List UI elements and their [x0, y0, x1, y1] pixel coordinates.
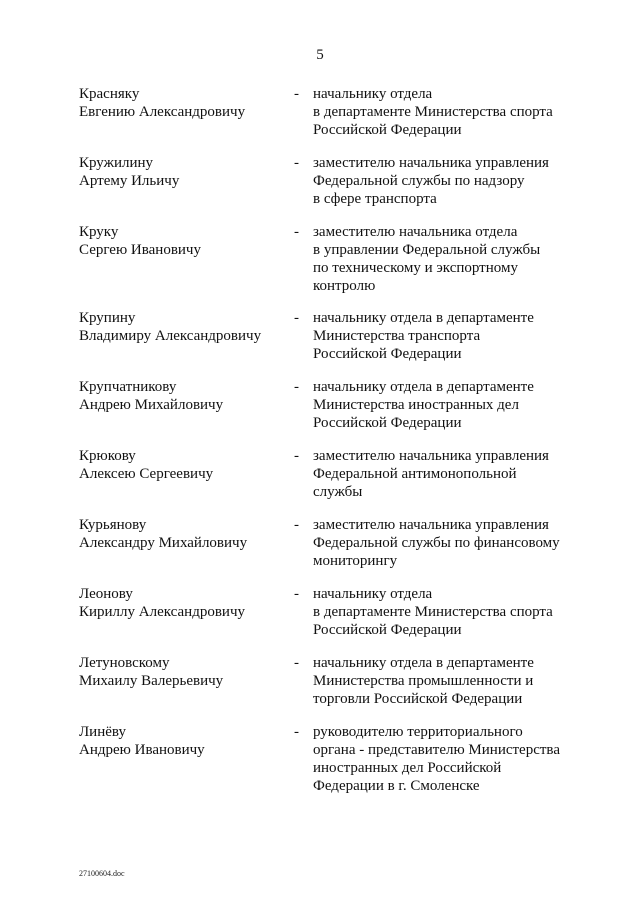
- position-line: по техническому и экспортному: [313, 260, 518, 276]
- surname: Линёву: [79, 724, 126, 740]
- position-description: [313, 654, 613, 708]
- given-names: Александру Михайловичу: [79, 535, 248, 551]
- given-names: Евгению Александровичу: [79, 104, 246, 120]
- position-line: торговли Российской Федерации: [313, 691, 523, 707]
- list-item: [0, 447, 640, 516]
- dash-separator: -: [294, 310, 299, 326]
- list-item: [0, 654, 640, 723]
- surname: Кружилину: [79, 155, 154, 171]
- position-line: Российской Федерации: [313, 415, 462, 431]
- dash-separator: -: [294, 155, 299, 171]
- given-names: Артему Ильичу: [79, 173, 180, 189]
- position-line: Министерства промышленности и: [313, 673, 534, 689]
- position-line: Российской Федерации: [313, 346, 462, 362]
- person-name: [79, 723, 289, 759]
- position-line: начальнику отдела в департаменте: [313, 655, 534, 671]
- position-line: начальнику отдела в департаменте: [313, 379, 534, 395]
- position-line: Российской Федерации: [313, 622, 462, 638]
- given-names: Андрею Ивановичу: [79, 742, 205, 758]
- given-names: Михаилу Валерьевичу: [79, 673, 224, 689]
- dash-separator: -: [294, 379, 299, 395]
- list-item: [0, 378, 640, 447]
- position-line: заместителю начальника управления: [313, 448, 549, 464]
- dash-separator: -: [294, 586, 299, 602]
- position-line: в департаменте Министерства спорта: [313, 104, 553, 120]
- position-line: начальнику отдела в департаменте: [313, 310, 534, 326]
- person-name: [79, 85, 289, 121]
- surname: Курьянову: [79, 517, 147, 533]
- position-line: в департаменте Министерства спорта: [313, 604, 553, 620]
- person-name: [79, 309, 289, 345]
- dash-separator: -: [294, 448, 299, 464]
- given-names: Кириллу Александровичу: [79, 604, 245, 620]
- position-description: [313, 723, 613, 795]
- surname: Красняку: [79, 86, 140, 102]
- list-item: [0, 309, 640, 378]
- given-names: Алексею Сергеевичу: [79, 466, 214, 482]
- person-name: [79, 585, 289, 621]
- dash-separator: -: [294, 724, 299, 740]
- position-line: руководителю территориального: [313, 724, 523, 740]
- position-line: мониторингу: [313, 553, 398, 569]
- position-line: Министерства иностранных дел: [313, 397, 519, 413]
- person-name: [79, 654, 289, 690]
- position-line: службы: [313, 484, 363, 500]
- surname: Крюкову: [79, 448, 136, 464]
- surname: Летуновскому: [79, 655, 170, 671]
- position-description: [313, 309, 613, 363]
- position-description: [313, 154, 613, 208]
- list-item: [0, 223, 640, 309]
- person-name: [79, 154, 289, 190]
- given-names: Андрею Михайловичу: [79, 397, 224, 413]
- person-name: [79, 223, 289, 259]
- dash-separator: -: [294, 86, 299, 102]
- position-line: Министерства транспорта: [313, 328, 481, 344]
- given-names: Владимиру Александровичу: [79, 328, 262, 344]
- person-name: [79, 378, 289, 414]
- dash-separator: -: [294, 224, 299, 240]
- position-line: начальнику отдела: [313, 586, 433, 602]
- surname: Круку: [79, 224, 119, 240]
- position-line: Федеральной антимонопольной: [313, 466, 517, 482]
- position-line: в управлении Федеральной службы: [313, 242, 541, 258]
- dash-separator: -: [294, 655, 299, 671]
- appointment-list: [0, 85, 640, 809]
- position-line: Федеральной службы по надзору: [313, 173, 525, 189]
- person-name: [79, 447, 289, 483]
- position-description: [313, 516, 613, 570]
- position-description: [313, 585, 613, 639]
- position-description: [313, 85, 613, 139]
- position-line: иностранных дел Российской: [313, 760, 502, 776]
- position-description: [313, 223, 613, 295]
- list-item: [0, 723, 640, 809]
- position-description: [313, 378, 613, 432]
- list-item: [0, 516, 640, 585]
- dash-separator: -: [294, 517, 299, 533]
- position-line: Российской Федерации: [313, 122, 462, 138]
- page-number: 5: [316, 47, 324, 63]
- position-line: Федеральной службы по финансовому: [313, 535, 560, 551]
- position-line: заместителю начальника управления: [313, 155, 549, 171]
- list-item: [0, 85, 640, 154]
- list-item: [0, 154, 640, 223]
- position-line: органа - представителю Министерства: [313, 742, 560, 758]
- position-line: Федерации в г. Смоленске: [313, 778, 480, 794]
- position-line: заместителю начальника отдела: [313, 224, 518, 240]
- surname: Леонову: [79, 586, 133, 602]
- document-filename: 27100604.doc: [79, 869, 125, 878]
- position-line: контролю: [313, 278, 376, 294]
- surname: Крупчатникову: [79, 379, 177, 395]
- position-line: заместителю начальника управления: [313, 517, 549, 533]
- given-names: Сергею Ивановичу: [79, 242, 201, 258]
- list-item: [0, 585, 640, 654]
- position-line: начальнику отдела: [313, 86, 433, 102]
- position-line: в сфере транспорта: [313, 191, 437, 207]
- person-name: [79, 516, 289, 552]
- position-description: [313, 447, 613, 501]
- surname: Крупину: [79, 310, 136, 326]
